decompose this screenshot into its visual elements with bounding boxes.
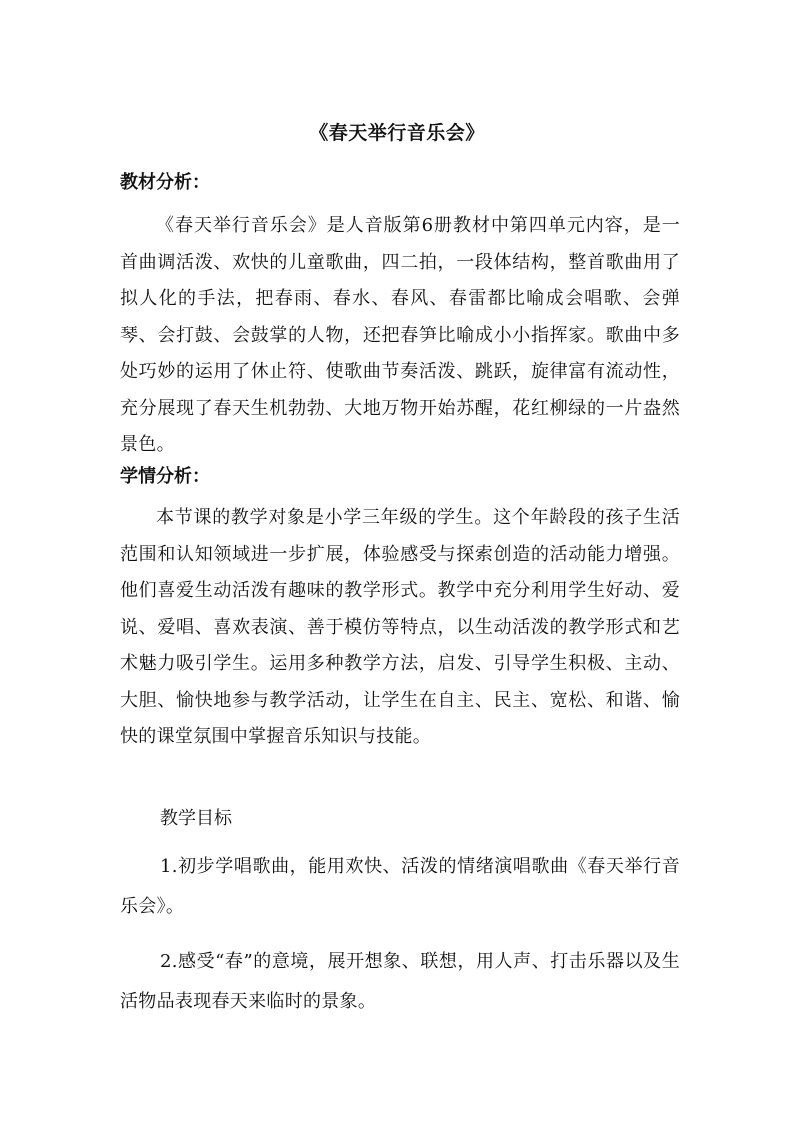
document-title: 《春天举行音乐会》 [309,122,485,144]
objective-item-1: 1.初步学唱歌曲，能用欢快、活泼的情绪演唱歌曲《春天举行音乐会》。 [120,856,680,917]
section-heading-learner-analysis: 学情分析： [120,466,210,487]
paragraph-learner-analysis: 本节课的教学对象是小学三年级的学生。这个年龄段的孩子生活范围和认知领域进一步扩展，体验感受与探索创造的活动能力增强。他们喜爱生动活泼有趣味的教学形式。教学中充分利用学生好动、爱说、爱唱、喜欢表演、善于模仿等特点，以生动活泼的教学形式和艺术魅力吸引学生。运用多种教学方法，启发、引导学生积极、主动、大胆、愉快地参与教学活动，让学生在自主、民主、宽松、和谐、愉快的课堂氛围中掌握音乐知识与技能。 [120,507,680,747]
section-heading-textbook-analysis: 教材分析： [120,172,210,193]
objective-item-2: 2.感受“春”的意境，展开想象、联想，用人声、打击乐器以及生活物品表现春天来临时的景象。 [120,951,680,1012]
paragraph-textbook-analysis: 《春天举行音乐会》是人音版第6册教材中第四单元内容，是一首曲调活泼、欢快的儿童歌曲，四二拍，一段体结构，整首歌曲用了拟人化的手法，把春雨、春水、春风、春雷都比喻成会唱歌、会弹琴、会打鼓、会鼓掌的人物，还把春笋比喻成小小指挥家。歌曲中多处巧妙的运用了休止符、使歌曲节奏活泼、跳跃，旋律富有流动性，充分展现了春天生机勃勃、大地万物开始苏醒，花红柳绿的一片盎然景色。 [120,215,680,455]
objectives-heading: 教学目标 [160,808,232,829]
